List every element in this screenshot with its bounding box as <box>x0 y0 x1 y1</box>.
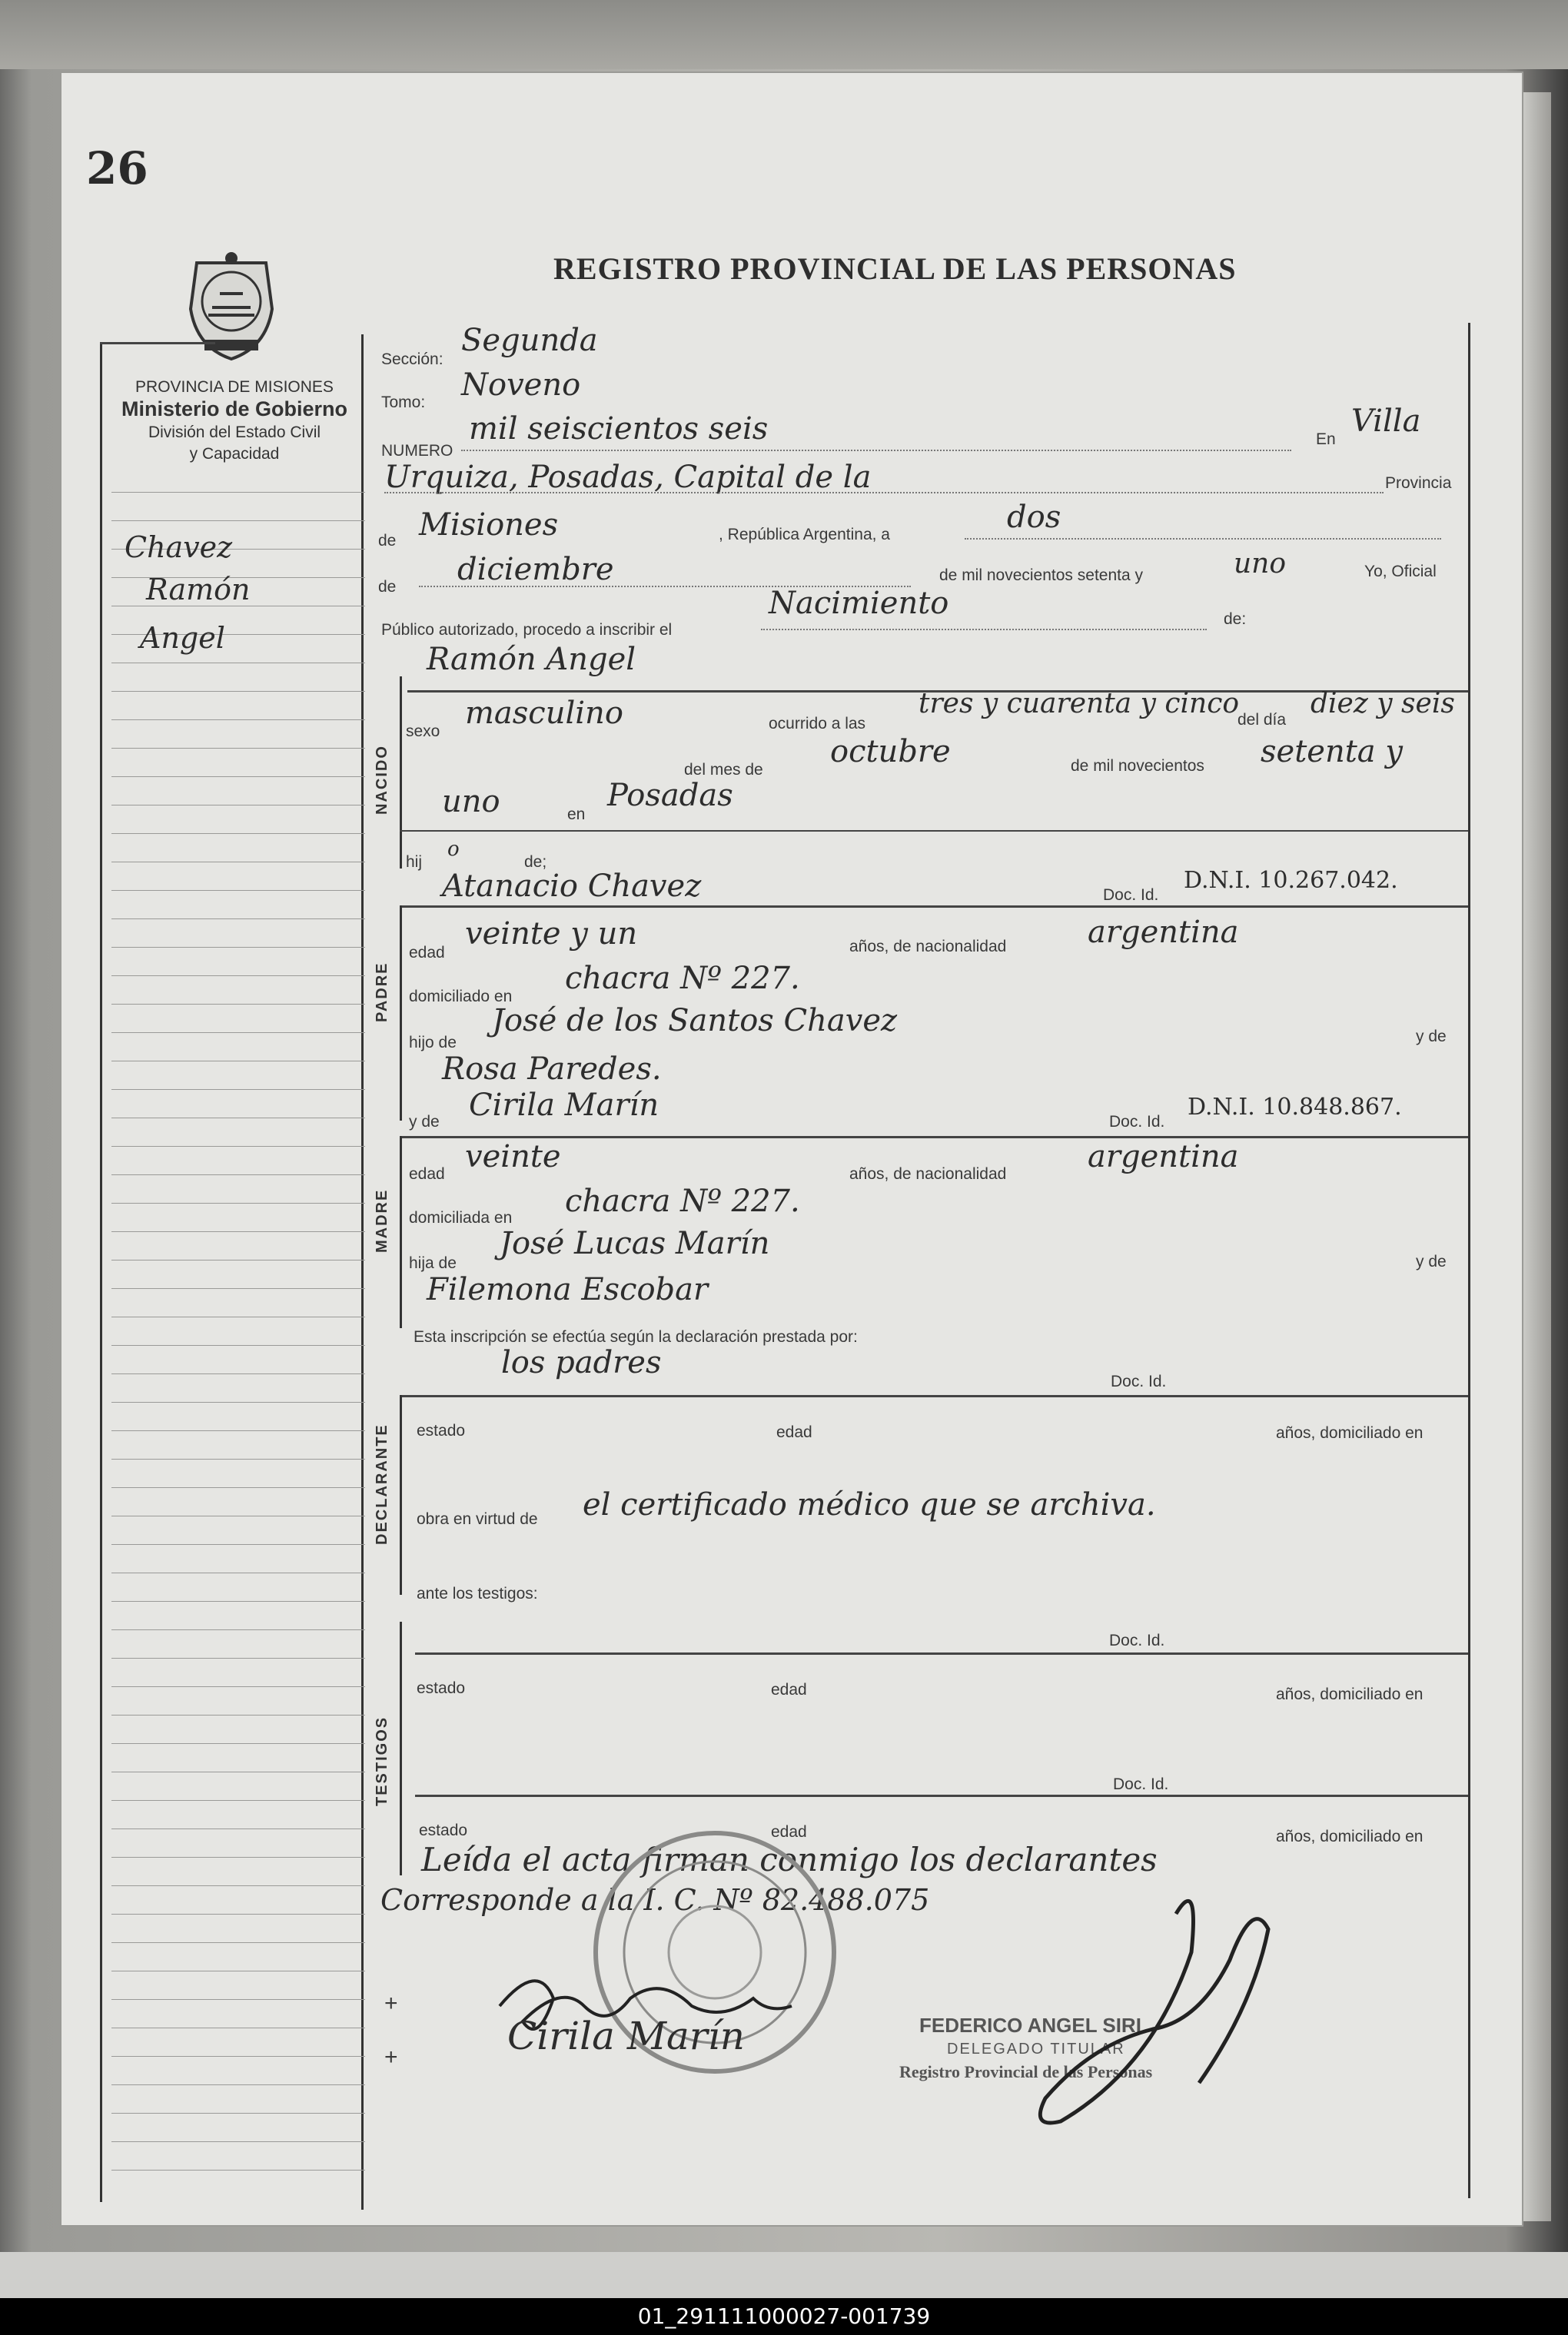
padre-nombre-value: Atanacio Chavez <box>442 869 702 904</box>
official-name: FEDERICO ANGEL SIRI <box>919 2014 1141 2037</box>
padre-doc-value: D.N.I. 10.267.042. <box>1184 867 1398 894</box>
numero-value: mil seiscientos seis <box>469 411 769 447</box>
padre-nacionalidad-value: argentina <box>1088 915 1239 950</box>
seccion-value: Segunda <box>461 323 598 358</box>
en-value: Villa <box>1351 404 1421 439</box>
seccion-label: Sección: <box>381 350 443 368</box>
padre-doc-label: Doc. Id. <box>1103 886 1159 904</box>
registry-title: REGISTRO PROVINCIAL DE LAS PERSONAS <box>553 251 1237 286</box>
testigo1-edad-label: edad <box>771 1681 807 1699</box>
del-mes-label: del mes de <box>684 761 763 779</box>
book-top-edge <box>0 0 1568 69</box>
padre-hijo-de-label: hijo de <box>409 1034 457 1051</box>
margin-note-surname: Chavez <box>125 530 233 564</box>
margin-ruled-line <box>111 1373 365 1374</box>
provincia-value: Misiones <box>419 507 559 543</box>
madre-domicilio-value: chacra Nº 227. <box>565 1184 800 1219</box>
madre-y-de-label-2: y de <box>1416 1253 1447 1270</box>
margin-ruled-line <box>111 1999 365 2000</box>
mes-value: octubre <box>830 734 951 769</box>
declarante-section-label: DECLARANTE <box>374 1423 390 1545</box>
margin-ruled-line <box>111 1686 365 1687</box>
nacido-section-label: NACIDO <box>374 745 390 815</box>
dia-dotline <box>965 538 1441 540</box>
en-label: En <box>1316 430 1336 448</box>
margin-ruled-line <box>111 2084 365 2085</box>
hij-de-label: de; <box>524 853 547 871</box>
declarant-signature-mother: Cirila Marín <box>507 2014 745 2058</box>
margin-ruled-line <box>111 918 365 919</box>
numero-label: NUMERO <box>381 442 453 460</box>
padre-hijo-de-value: José de los Santos Chavez <box>492 1003 898 1038</box>
testigo2-edad-label: edad <box>771 1823 807 1841</box>
margin-note-name1: Ramón <box>146 573 251 606</box>
dia-value: diez y seis <box>1311 688 1455 719</box>
madre-y-de-value: Filemona Escobar <box>427 1272 709 1307</box>
margin-ruled-line <box>111 1487 365 1488</box>
padre-top-rule <box>400 905 1468 908</box>
margin-ruled-line <box>111 1174 365 1175</box>
testigo1-anios-label: años, domiciliado en <box>1276 1686 1423 1703</box>
signature-mark-1: + <box>384 1991 398 2016</box>
yo-oficial-label: Yo, Oficial <box>1364 563 1437 580</box>
official-office: Registro Provincial de las Personas <box>899 2062 1153 2081</box>
madre-nombre-value: Cirila Marín <box>469 1088 659 1123</box>
declarante-anios-label: años, domiciliado en <box>1276 1424 1423 1442</box>
ocurrido-label: ocurrido a las <box>769 715 866 732</box>
madre-bracket <box>400 1136 402 1328</box>
madre-doc-label: Doc. Id. <box>1109 1113 1165 1131</box>
nacido-bottom-rule <box>400 830 1468 832</box>
padre-anios-label: años, de nacionalidad <box>849 938 1007 955</box>
ministry-name: Ministerio de Gobierno <box>121 397 348 420</box>
madre-anios-label: años, de nacionalidad <box>849 1165 1007 1183</box>
testigo1-doc-label: Doc. Id. <box>1109 1632 1165 1649</box>
madre-y-de-label: y de <box>409 1113 440 1131</box>
margin-ruled-line <box>111 2141 365 2142</box>
padre-section-label: PADRE <box>374 962 390 1022</box>
hij-suffix-value: o <box>447 838 460 861</box>
madre-domiciliada-label: domiciliada en <box>409 1209 513 1227</box>
margin-ruled-line <box>111 1203 365 1204</box>
declarante-doc-label: Doc. Id. <box>1111 1373 1167 1390</box>
madre-hija-de-label: hija de <box>409 1254 457 1272</box>
correspondencia-value: Corresponde a la I. C. Nº 82.488.075 <box>380 1883 930 1917</box>
margin-ruled-line <box>111 1828 365 1829</box>
margin-ruled-line <box>111 1658 365 1659</box>
tipo-dotline <box>761 629 1207 630</box>
margin-ruled-line <box>111 1288 365 1289</box>
hora-value: tres y cuarenta y cinco <box>919 688 1240 719</box>
testigo2-estado-label: estado <box>419 1822 468 1839</box>
column-divider-line <box>361 334 364 2210</box>
obra-label: obra en virtud de <box>417 1510 538 1528</box>
del-dia-label: del día <box>1237 711 1287 729</box>
margin-ruled-line <box>111 691 365 692</box>
lugar-value: Urquiza, Posadas, Capital de la <box>384 460 872 495</box>
page-stack-edge <box>1520 92 1551 2221</box>
lugar-dotline <box>384 492 1384 493</box>
de-mil-nov-label: de mil novecientos <box>1071 757 1204 775</box>
margin-ruled-line <box>111 1459 365 1460</box>
publico-label: Público autorizado, procedo a inscribir el <box>381 621 673 639</box>
anio-cont-value: uno <box>442 784 500 819</box>
official-role: DELEGADO TITULAR <box>947 2041 1125 2058</box>
margin-note-name2: Angel <box>140 621 225 655</box>
lugar-nacimiento-value: Posadas <box>607 778 733 813</box>
margin-ruled-line <box>111 748 365 749</box>
mes-inscripcion-value: diciembre <box>457 552 614 587</box>
margin-ruled-line <box>111 1089 365 1090</box>
declarante-estado-label: estado <box>417 1422 466 1440</box>
dia-inscripcion-value: dos <box>1007 500 1061 535</box>
hij-label: hij <box>406 853 423 871</box>
ante-testigos-label: ante los testigos: <box>417 1585 538 1603</box>
tipo-inscripcion-value: Nacimiento <box>769 586 949 621</box>
margin-ruled-line <box>111 947 365 948</box>
margin-ruled-line <box>111 1942 365 1943</box>
declarante-top-rule <box>400 1395 1468 1397</box>
tomo-value: Noveno <box>461 367 581 403</box>
margin-ruled-line <box>111 2170 365 2171</box>
de-label-1: de <box>378 532 397 550</box>
margin-ruled-line <box>111 890 365 891</box>
en-nacido-label: en <box>567 805 586 823</box>
de-label-2: de <box>378 578 397 596</box>
sexo-value: masculino <box>465 696 623 731</box>
provincia-label: Provincia <box>1385 474 1452 492</box>
padre-domicilio-value: chacra Nº 227. <box>565 961 800 996</box>
image-identifier: 01_291111000027-001739 <box>0 2298 1568 2335</box>
padre-domiciliado-label: domiciliado en <box>409 988 513 1005</box>
margin-ruled-line <box>111 833 365 834</box>
left-margin-line <box>100 342 102 2202</box>
margin-ruled-line <box>111 1715 365 1716</box>
official-signature <box>999 1868 1291 2144</box>
margin-ruled-line <box>111 1743 365 1744</box>
margin-ruled-line <box>111 1146 365 1147</box>
padre-y-de-label: y de <box>1416 1028 1447 1045</box>
margin-ruled-line <box>111 1601 365 1602</box>
margin-ruled-line <box>111 1544 365 1545</box>
book-bottom-edge <box>0 2252 1568 2298</box>
margin-ruled-line <box>111 1885 365 1886</box>
madre-edad-value: veinte <box>465 1139 561 1174</box>
margin-ruled-line <box>111 1231 365 1232</box>
madre-hija-de-value: José Lucas Marín <box>500 1226 770 1261</box>
page-number: 26 <box>86 142 148 194</box>
madre-edad-label: edad <box>409 1165 445 1183</box>
padre-bracket <box>400 905 402 1121</box>
margin-ruled-line <box>111 1629 365 1630</box>
inscripcion-label: Esta inscripción se efectúa según la declaración prestada por: <box>414 1328 858 1346</box>
testigos-section-label: TESTIGOS <box>374 1716 390 1806</box>
margin-ruled-line <box>111 776 365 777</box>
margin-ruled-line <box>111 520 365 521</box>
province-emblem-icon <box>181 247 281 363</box>
margin-ruled-line <box>111 1032 365 1033</box>
testigo1-estado-label: estado <box>417 1679 466 1697</box>
division-line-2: y Capacidad <box>189 445 280 463</box>
cierre-value: Leída el acta firman conmigo los declarantes <box>421 1841 1158 1878</box>
margin-ruled-line <box>111 492 365 493</box>
padre-edad-value: veinte y un <box>465 916 638 952</box>
testigo2-anios-label: años, domiciliado en <box>1276 1828 1423 1845</box>
madre-top-rule <box>400 1136 1468 1138</box>
declarante-edad-label: edad <box>776 1423 812 1441</box>
province-name: PROVINCIA DE MISIONES <box>135 378 334 396</box>
testigo2-doc-label: Doc. Id. <box>1113 1775 1169 1793</box>
margin-ruled-line <box>111 1857 365 1858</box>
padre-y-de-value: Rosa Paredes. <box>442 1051 662 1087</box>
obra-value: el certificado médico que se archiva. <box>583 1487 1156 1523</box>
testigos-bracket <box>400 1622 402 1875</box>
margin-ruled-line <box>111 2056 365 2057</box>
margin-ruled-line <box>111 1004 365 1005</box>
de-mil-label: de mil novecientos setenta y <box>939 566 1143 584</box>
margin-ruled-line <box>111 1345 365 1346</box>
sexo-label: sexo <box>406 722 440 740</box>
madre-section-label: MADRE <box>374 1188 390 1253</box>
testigo2-rule <box>415 1795 1468 1797</box>
de-colon-label: de: <box>1224 610 1247 628</box>
anio-suffix-value: uno <box>1234 548 1287 580</box>
nombre-value: Ramón Angel <box>427 642 636 677</box>
margin-ruled-line <box>111 1430 365 1431</box>
ministry-block <box>104 377 365 465</box>
padre-edad-label: edad <box>409 944 445 962</box>
tomo-label: Tomo: <box>381 394 426 411</box>
nacido-bracket <box>400 676 402 869</box>
margin-top-rule <box>100 342 215 344</box>
margin-ruled-line <box>111 2113 365 2114</box>
declarante-bracket <box>400 1395 402 1595</box>
division-line-1: División del Estado Civil <box>148 423 321 441</box>
madre-nacionalidad-value: argentina <box>1088 1139 1239 1174</box>
right-border-line <box>1468 323 1470 2198</box>
anio-value: setenta y <box>1261 734 1403 769</box>
declarante-value: los padres <box>501 1345 662 1380</box>
margin-ruled-line <box>111 1800 365 1801</box>
margin-ruled-line <box>111 1914 365 1915</box>
margin-ruled-line <box>111 719 365 720</box>
margin-ruled-line <box>111 1260 365 1261</box>
testigo1-rule <box>415 1652 1468 1655</box>
margin-ruled-line <box>111 975 365 976</box>
margin-ruled-line <box>111 1402 365 1403</box>
madre-doc-value: D.N.I. 10.848.867. <box>1188 1094 1402 1121</box>
signature-mark-2: + <box>384 2044 398 2070</box>
republica-label: , República Argentina, a <box>719 526 890 543</box>
numero-dotline <box>461 450 1291 451</box>
